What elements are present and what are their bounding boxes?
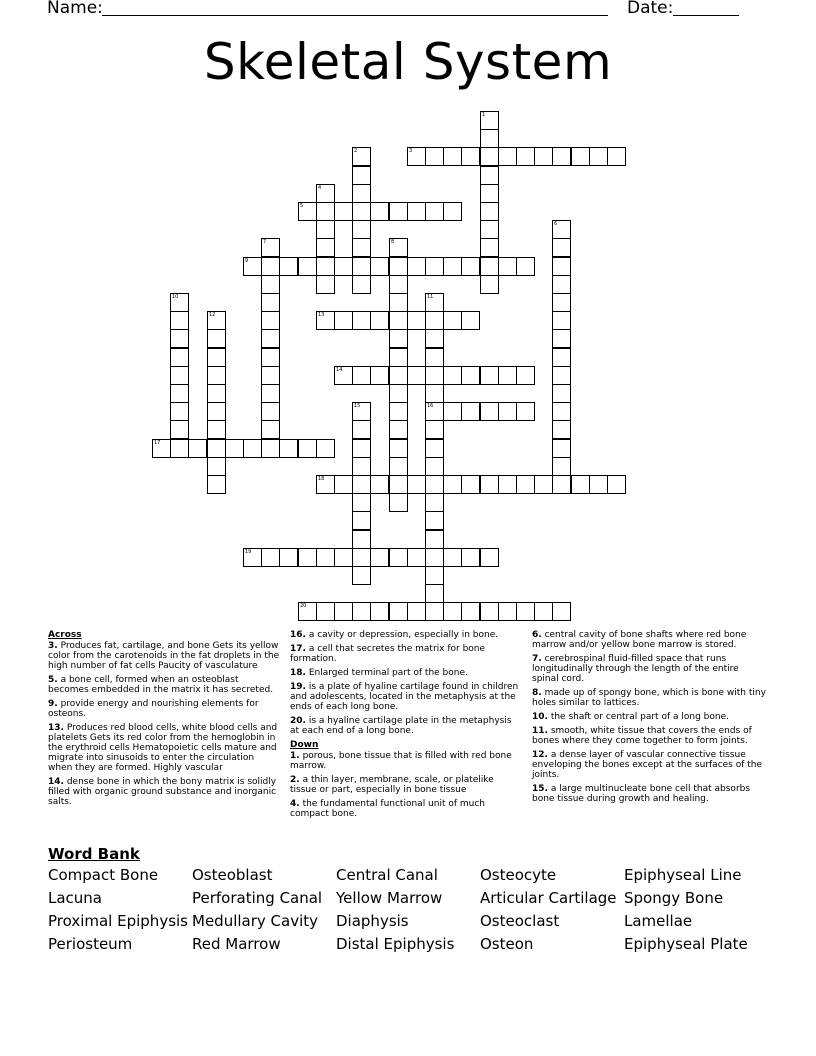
date-label: Date: [627,0,674,18]
crossword-cell[interactable] [498,366,517,385]
crossword-cell[interactable] [261,439,280,458]
crossword-cell[interactable] [425,548,444,567]
crossword-cell[interactable] [480,202,499,221]
across-header: Across [48,630,82,640]
crossword-cell[interactable] [352,511,371,530]
clue-number: 5 [300,203,304,209]
clue-number: 13 [318,312,325,318]
clue-number: 20 [300,603,307,609]
crossword-cell[interactable] [389,457,408,476]
word-bank-item: Lamellae [624,912,693,930]
word-bank-item: Compact Bone [48,866,159,884]
clue-down-12: 12. a dense layer of vascular connective tissue enveloping the bones except at the surfaces of the joints. [532,750,763,780]
crossword-cell[interactable] [334,311,353,330]
crossword-cell[interactable] [352,311,371,330]
clue-across-16: 16. a cavity or depression, especially in bone. [290,630,499,640]
crossword-cell[interactable] [389,202,408,221]
crossword-cell[interactable] [316,602,335,621]
word-bank-item: Osteon [480,935,534,953]
clue-down-7: 7. cerebrospinal fluid-filled space that runs longitudinally through the length of the entire spinal cord. [532,654,739,684]
crossword-cell[interactable] [389,238,408,257]
clue-number: 6 [554,221,558,227]
crossword-cell[interactable] [552,457,571,476]
clue-down-15: 15. a large multinucleate bone cell that absorbs bone tissue during growth and healing. [532,784,751,804]
crossword-cell[interactable] [389,293,408,312]
crossword-cell[interactable] [261,275,280,294]
crossword-cell[interactable] [516,402,535,421]
crossword-cell[interactable] [279,257,298,276]
crossword-cell[interactable] [425,257,444,276]
crossword-cell[interactable] [352,475,371,494]
crossword-cell[interactable] [461,366,480,385]
crossword-cell[interactable] [425,457,444,476]
clue-across-19: 19. is a plate of hyaline cartilage found in children and adolescents, located in the metaphysis at the ends of each long bone. [290,682,519,712]
crossword-cell[interactable] [480,275,499,294]
crossword-cell[interactable] [552,329,571,348]
crossword-cell[interactable] [498,402,517,421]
crossword-cell[interactable] [425,348,444,367]
clue-number: 7 [263,239,267,245]
word-bank-item: Diaphysis [336,912,409,930]
clue-number: 15 [354,403,361,409]
crossword-cell[interactable] [370,602,389,621]
crossword-cell[interactable] [352,530,371,549]
clues-column-1 [48,630,280,811]
crossword-cell[interactable] [261,238,280,257]
clue-down-2: 2. a thin layer, membrane, scale, or platelike tissue or part, especially in bone tissue [290,775,494,795]
crossword-cell[interactable] [170,402,189,421]
word-bank-item: Spongy Bone [624,889,724,907]
crossword-cell[interactable] [425,293,444,312]
crossword-cell[interactable] [443,548,462,567]
crossword-cell[interactable] [352,220,371,239]
word-bank-item: Yellow Marrow [336,889,443,907]
crossword-cell[interactable] [370,366,389,385]
crossword-cell[interactable] [352,238,371,257]
crossword-cell[interactable] [589,475,608,494]
clue-across-3: 3. Produces fat, cartilage, and bone Gets its yellow color from the carotenoids in the fat droplets in the high number of fat cells Paucity of vasculature [48,641,280,671]
crossword-cell[interactable] [261,348,280,367]
crossword-cell[interactable] [552,384,571,403]
crossword-cell[interactable] [261,402,280,421]
page-title: Skeletal System [203,33,613,91]
crossword-cell[interactable] [370,475,389,494]
crossword-cell[interactable] [461,147,480,166]
clue-across-13: 13. Produces red blood cells, white blood cells and platelets Gets its red color from the hemoglobin in the erythroid cells Hematopoietic cells mature and migrate into sinusoids to enter the circulation when they are formed. Highly vascular [48,723,278,773]
crossword-cell[interactable] [407,475,426,494]
clue-number: 3 [409,148,413,154]
word-bank-item: Epiphyseal Line [624,866,742,884]
crossword-cell[interactable] [352,402,371,421]
crossword-cell[interactable] [498,257,517,276]
crossword-cell[interactable] [207,311,226,330]
crossword-cell[interactable] [461,475,480,494]
crossword-cell[interactable] [425,384,444,403]
crossword-cell[interactable] [480,548,499,567]
word-bank-title: Word Bank [48,845,140,863]
crossword-cell[interactable] [480,166,499,185]
crossword-cell[interactable] [316,202,335,221]
crossword-cell[interactable] [461,257,480,276]
crossword-cell[interactable] [188,439,207,458]
clue-number: 2 [354,148,358,154]
crossword-cell[interactable] [425,439,444,458]
crossword-cell[interactable] [298,548,317,567]
crossword-cell[interactable] [480,184,499,203]
crossword-cell[interactable] [352,202,371,221]
crossword-cell[interactable] [207,348,226,367]
crossword-cell[interactable] [425,530,444,549]
crossword-cell[interactable] [443,147,462,166]
crossword-cell[interactable] [170,439,189,458]
crossword-cell[interactable] [261,384,280,403]
crossword-cell[interactable] [334,475,353,494]
crossword-cell[interactable] [425,366,444,385]
crossword-cell[interactable] [316,311,335,330]
crossword-cell[interactable] [316,548,335,567]
crossword-cell[interactable] [207,384,226,403]
clue-number: 17 [154,440,161,446]
crossword-cell[interactable] [461,548,480,567]
crossword-cell[interactable] [589,147,608,166]
crossword-cell[interactable] [443,202,462,221]
crossword-cell[interactable] [298,257,317,276]
word-bank-item: Osteocyte [480,866,557,884]
crossword-cell[interactable] [425,420,444,439]
crossword-cell[interactable] [389,439,408,458]
word-bank-item: Osteoclast [480,912,560,930]
crossword-cell[interactable] [279,439,298,458]
crossword-cell[interactable] [207,439,226,458]
word-bank-item: Red Marrow [192,935,281,953]
crossword-cell[interactable] [480,129,499,148]
clue-down-10: 10. the shaft or central part of a long bone. [532,712,729,722]
crossword-cell[interactable] [352,548,371,567]
clue-number: 4 [318,185,322,191]
word-bank-item: Periosteum [48,935,133,953]
crossword-cell[interactable] [407,257,426,276]
clue-number: 14 [336,367,343,373]
word-bank-item: Lacuna [48,889,103,907]
crossword-cell[interactable] [261,257,280,276]
crossword-cell[interactable] [389,602,408,621]
clue-number: 11 [427,294,434,300]
word-bank-item: Proximal Epiphysis [48,912,188,930]
crossword-cell[interactable] [316,275,335,294]
crossword-cell[interactable] [407,202,426,221]
crossword-cell[interactable] [534,602,553,621]
clue-across-5: 5. a bone cell, formed when an osteoblast becomes embedded in the matrix it has secreted. [48,675,274,695]
crossword-cell[interactable] [207,457,226,476]
crossword-cell[interactable] [389,275,408,294]
crossword-cell[interactable] [443,311,462,330]
crossword-cell[interactable] [480,402,499,421]
crossword-cell[interactable] [425,202,444,221]
crossword-cell[interactable] [298,439,317,458]
crossword-cell[interactable] [170,348,189,367]
clue-across-18: 18. Enlarged terminal part of the bone. [290,668,468,678]
crossword-cell[interactable] [207,366,226,385]
crossword-cell[interactable] [334,202,353,221]
clue-number: 8 [391,239,395,245]
crossword-cell[interactable] [352,166,371,185]
crossword-cell[interactable] [552,348,571,367]
clue-across-17: 17. a cell that secretes the matrix for bone formation. [290,644,486,664]
crossword-cell[interactable] [207,420,226,439]
crossword-cell[interactable] [407,311,426,330]
crossword-cell[interactable] [443,366,462,385]
crossword-cell[interactable] [170,420,189,439]
crossword-cell[interactable] [516,475,535,494]
crossword-cell[interactable] [170,329,189,348]
crossword-cell[interactable] [552,220,571,239]
crossword-cell[interactable] [407,147,426,166]
crossword-cell[interactable] [316,238,335,257]
crossword-cell[interactable] [443,602,462,621]
crossword-cell[interactable] [225,439,244,458]
crossword-cell[interactable] [552,475,571,494]
crossword-cell[interactable] [389,311,408,330]
clue-number: 19 [245,549,252,555]
crossword-cell[interactable] [552,439,571,458]
crossword-cell[interactable] [571,475,590,494]
crossword-cell[interactable] [352,257,371,276]
word-bank-item: Articular Cartilage [480,889,617,907]
clue-down-11: 11. smooth, white tissue that covers the ends of bones where they come together to form joints. [532,726,752,746]
crossword-cell[interactable] [389,420,408,439]
crossword-cell[interactable] [334,257,353,276]
crossword-cell[interactable] [389,548,408,567]
word-bank-item: Distal Epiphysis [336,935,455,953]
crossword-cell[interactable] [480,257,499,276]
crossword-cell[interactable] [425,566,444,585]
word-bank-item: Epiphyseal Plate [624,935,748,953]
crossword-cell[interactable] [370,311,389,330]
word-bank-item: Perforating Canal [192,889,323,907]
crossword-cell[interactable] [461,402,480,421]
crossword-cell[interactable] [480,238,499,257]
crossword-cell[interactable] [207,329,226,348]
down-header: Down [290,740,319,750]
crossword-cell[interactable] [516,147,535,166]
crossword-cell[interactable] [425,602,444,621]
crossword-cell[interactable] [443,475,462,494]
crossword-cell[interactable] [389,384,408,403]
crossword-cell[interactable] [261,329,280,348]
crossword-cell[interactable] [370,548,389,567]
crossword-cell[interactable] [516,602,535,621]
crossword-cell[interactable] [425,402,444,421]
crossword-cell[interactable] [461,602,480,621]
crossword-cell[interactable] [298,602,317,621]
crossword-cell[interactable] [480,111,499,130]
clue-number: 10 [172,294,179,300]
crossword-cell[interactable] [389,348,408,367]
clue-down-1: 1. porous, bone tissue that is filled with red bone marrow. [290,751,512,771]
crossword-cell[interactable] [352,366,371,385]
crossword-cell[interactable] [425,584,444,603]
crossword-cell[interactable] [552,293,571,312]
crossword-cell[interactable] [389,366,408,385]
crossword-cell[interactable] [334,602,353,621]
crossword-cell[interactable] [552,402,571,421]
crossword-cell[interactable] [498,475,517,494]
crossword-cell[interactable] [389,475,408,494]
crossword-cell[interactable] [461,311,480,330]
name-label: Name: [47,0,103,18]
word-bank-item: Medullary Cavity [192,912,319,930]
crossword-cell[interactable] [425,147,444,166]
crossword-cell[interactable] [261,420,280,439]
crossword-cell[interactable] [352,420,371,439]
crossword-cell[interactable] [261,366,280,385]
crossword-cell[interactable] [389,329,408,348]
crossword-cell[interactable] [370,257,389,276]
crossword-cell[interactable] [243,548,262,567]
crossword-cell[interactable] [498,147,517,166]
clue-number: 12 [209,312,216,318]
word-bank-item: Osteoblast [192,866,273,884]
crossword-cell[interactable] [407,548,426,567]
crossword-cell[interactable] [407,602,426,621]
crossword-cell[interactable] [334,548,353,567]
crossword-cell[interactable] [480,220,499,239]
crossword-cell[interactable] [552,366,571,385]
crossword-cell[interactable] [352,184,371,203]
crossword-cell[interactable] [552,602,571,621]
clue-number: 18 [318,476,325,482]
crossword-cell[interactable] [352,275,371,294]
crossword-cell[interactable] [352,602,371,621]
crossword-cell[interactable] [516,257,535,276]
crossword-cell[interactable] [552,275,571,294]
crossword-cell[interactable] [552,420,571,439]
crossword-cell[interactable] [498,602,517,621]
crossword-cell[interactable] [425,311,444,330]
crossword-cell[interactable] [552,311,571,330]
crossword-cell[interactable] [316,439,335,458]
crossword-cell[interactable] [480,147,499,166]
crossword-cell[interactable] [316,184,335,203]
crossword-cell[interactable] [152,439,171,458]
crossword-cell[interactable] [316,475,335,494]
crossword-cell[interactable] [443,402,462,421]
crossword-cell[interactable] [480,475,499,494]
crossword-cell[interactable] [389,493,408,512]
crossword-cell[interactable] [298,202,317,221]
crossword-cell[interactable] [261,548,280,567]
crossword-cell[interactable] [425,493,444,512]
clues-column-2 [290,630,522,823]
clue-across-14: 14. dense bone in which the bony matrix is solidly filled with organic ground substance and inorganic salts. [48,777,277,807]
clue-number: 16 [427,403,434,409]
crossword-cell[interactable] [170,293,189,312]
crossword-cell[interactable] [170,384,189,403]
crossword-cell[interactable] [316,257,335,276]
crossword-cell[interactable] [480,366,499,385]
crossword-cell[interactable] [370,202,389,221]
crossword-cell[interactable] [170,311,189,330]
crossword-cell[interactable] [552,257,571,276]
crossword-cell[interactable] [279,548,298,567]
crossword-cell[interactable] [389,402,408,421]
crossword-cell[interactable] [207,402,226,421]
crossword-cell[interactable] [425,511,444,530]
crossword-cell[interactable] [425,329,444,348]
clue-across-20: 20. is a hyaline cartilage plate in the metaphysis at each end of a long bone. [290,716,512,736]
crossword-cell[interactable] [243,439,262,458]
crossword-cell[interactable] [571,147,590,166]
crossword-cell[interactable] [389,257,408,276]
clue-across-9: 9. provide energy and nourishing elements for osteons. [48,699,259,719]
crossword-cell[interactable] [170,366,189,385]
crossword-cell[interactable] [207,475,226,494]
crossword-cell[interactable] [407,366,426,385]
clue-down-6: 6. central cavity of bone shafts where red bone marrow and/or yellow bone marrow is stored. [532,630,747,650]
crossword-cell[interactable] [352,566,371,585]
crossword-cell[interactable] [243,257,262,276]
crossword-cell[interactable] [425,475,444,494]
crossword-cell[interactable] [352,457,371,476]
clue-down-8: 8. made up of spongy bone, which is bone with tiny holes similar to lattices. [532,688,766,708]
crossword-cell[interactable] [261,311,280,330]
word-bank-item: Central Canal [336,866,438,884]
clue-number: 1 [482,112,486,118]
crossword-cell[interactable] [607,475,626,494]
crossword-cell[interactable] [480,602,499,621]
crossword-cell[interactable] [516,366,535,385]
crossword-cell[interactable] [352,147,371,166]
crossword-cell[interactable] [552,238,571,257]
crossword-cell[interactable] [261,293,280,312]
clue-number: 9 [245,258,249,264]
crossword-cell[interactable] [534,475,553,494]
clues-column-3 [532,630,768,808]
crossword-cell[interactable] [334,366,353,385]
clue-down-4: 4. the fundamental functional unit of much compact bone. [290,799,486,819]
crossword-cell[interactable] [552,147,571,166]
crossword-cell[interactable] [352,493,371,512]
crossword-cell[interactable] [534,147,553,166]
crossword-cell[interactable] [443,257,462,276]
crossword-cell[interactable] [316,220,335,239]
crossword-cell[interactable] [607,147,626,166]
crossword-cell[interactable] [352,439,371,458]
